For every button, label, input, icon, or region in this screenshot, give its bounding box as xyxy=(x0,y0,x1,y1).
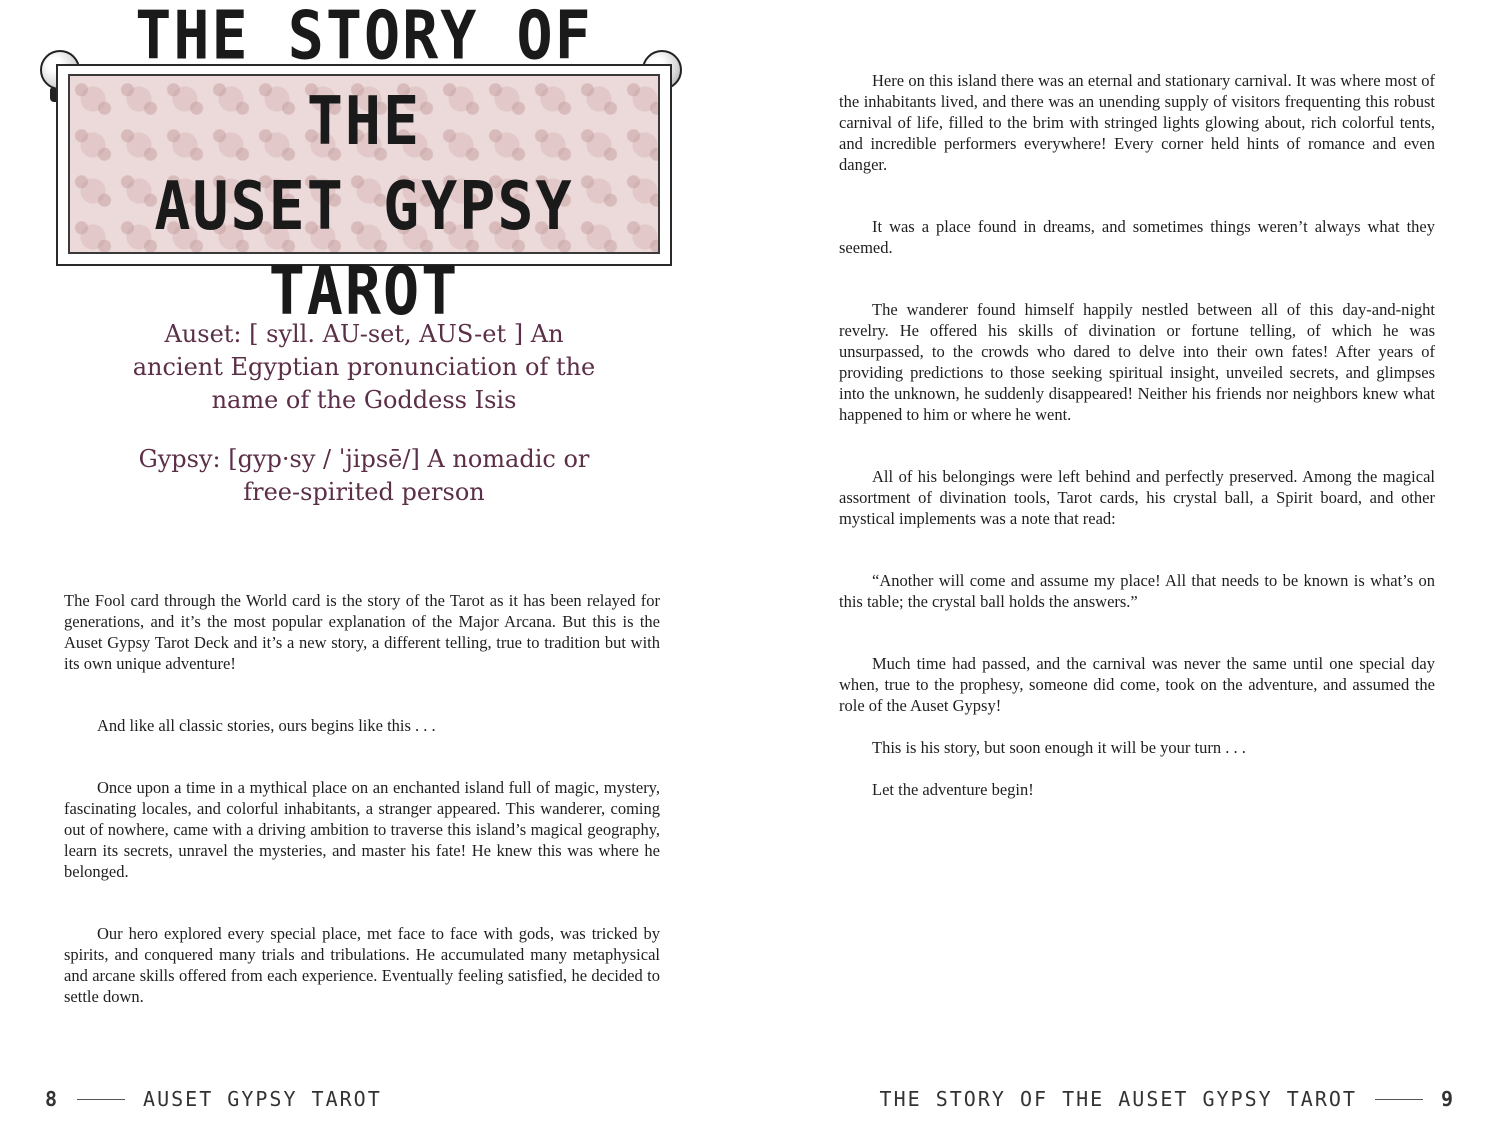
title-banner xyxy=(38,0,688,331)
left-footer xyxy=(45,1086,382,1112)
paragraph: All of his belongings were left behind and perfectly preserved. Among the magical assortment of divination tools, Tarot cards, his crystal ball, a Spirit board, and other mystical implements was a note that read: xyxy=(839,467,1435,528)
paragraph: Here on this island there was an eternal and stationary carnival. It was where most of the inhabitants lived, and there was an unending supply of visitors frequenting this robust carnival of life, filled to the brim with stringed lights glowing about, rich colorful tents, and incredible performers everywhere! Every corner held hints of romance and even danger. xyxy=(839,71,1435,174)
left-body-text xyxy=(64,590,660,1007)
right-page xyxy=(750,0,1500,1142)
paragraph: And like all classic stories, ours begins like this . . . xyxy=(97,716,436,735)
title-line-2: AUSET GYPSY TAROT xyxy=(154,167,574,331)
running-head: AUSET GYPSY TAROT xyxy=(143,1087,382,1111)
right-footer xyxy=(880,1086,1455,1112)
definition-auset: Auset: [ syll. AU-set, AUS-et ] An ancient Egyptian pronunciation of the name of the Goddess Isis xyxy=(132,320,596,414)
title-line-1: THE STORY OF THE xyxy=(135,0,593,161)
paragraph: Once upon a time in a mythical place on an enchanted island full of magic, mystery, fascinating locales, and colorful inhabitants, a stranger appeared. This wanderer, coming out of nowhere, came with a driving ambition to traverse this island’s magical geography, learn its secrets, unravel the mysteries, and master his fate! He knew this was where he belonged. xyxy=(64,778,660,881)
page-number: 9 xyxy=(1440,1087,1455,1111)
paragraph: Our hero explored every special place, met face to face with gods, was tricked by spirits, and conquered many trials and tribulations. He accumulated many metaphysical and arcane skills offered from each experience. Eventually feeling satisfied, he decided to settle down. xyxy=(64,924,660,1006)
page-number: 8 xyxy=(45,1087,60,1111)
paragraph: Let the adventure begin! xyxy=(872,780,1034,799)
definitions xyxy=(120,318,608,535)
paragraph: The wanderer found himself happily nestled between all of this day-and-night revelry. He offered his skills of divination or fortune telling, of which he was unsurpassed, to the crowds who dared to delve into their own fates! After years of providing predictions to those seeking spiritual insight, unveiled secrets, and glimpses into the unknown, he suddenly disappeared! Neither his friends nor neighbors knew what happened to him or where he went. xyxy=(839,300,1435,424)
banner-damask-panel xyxy=(68,0,660,331)
right-body-text xyxy=(839,70,1435,800)
paragraph: This is his story, but soon enough it will be your turn . . . xyxy=(872,738,1246,757)
page-title xyxy=(70,0,658,334)
footer-rule xyxy=(1375,1099,1423,1100)
definition-gypsy: Gypsy: [gyp·sy / ˈjipsē/] A nomadic or free-spirited person xyxy=(138,445,590,506)
paragraph: Much time had passed, and the carnival was never the same until one special day when, true to the prophesy, someone did come, took on the adventure, and assumed the role of the Auset Gypsy! xyxy=(839,654,1435,715)
footer-rule xyxy=(77,1099,125,1100)
paragraph: The Fool card through the World card is the story of the Tarot as it has been relayed for generations, and it’s the most popular explanation of the Major Arcana. But this is the Auset Gypsy Tarot Deck and it’s a new story, a different telling, true to tradition but with its own unique adventure! xyxy=(64,591,660,673)
banner-plate xyxy=(56,0,672,331)
running-head: THE STORY OF THE AUSET GYPSY TAROT xyxy=(879,1087,1357,1111)
paragraph: It was a place found in dreams, and sometimes things weren’t always what they seemed. xyxy=(839,217,1435,257)
paragraph: “Another will come and assume my place! All that needs to be known is what’s on this table; the crystal ball holds the answers.” xyxy=(839,571,1435,611)
